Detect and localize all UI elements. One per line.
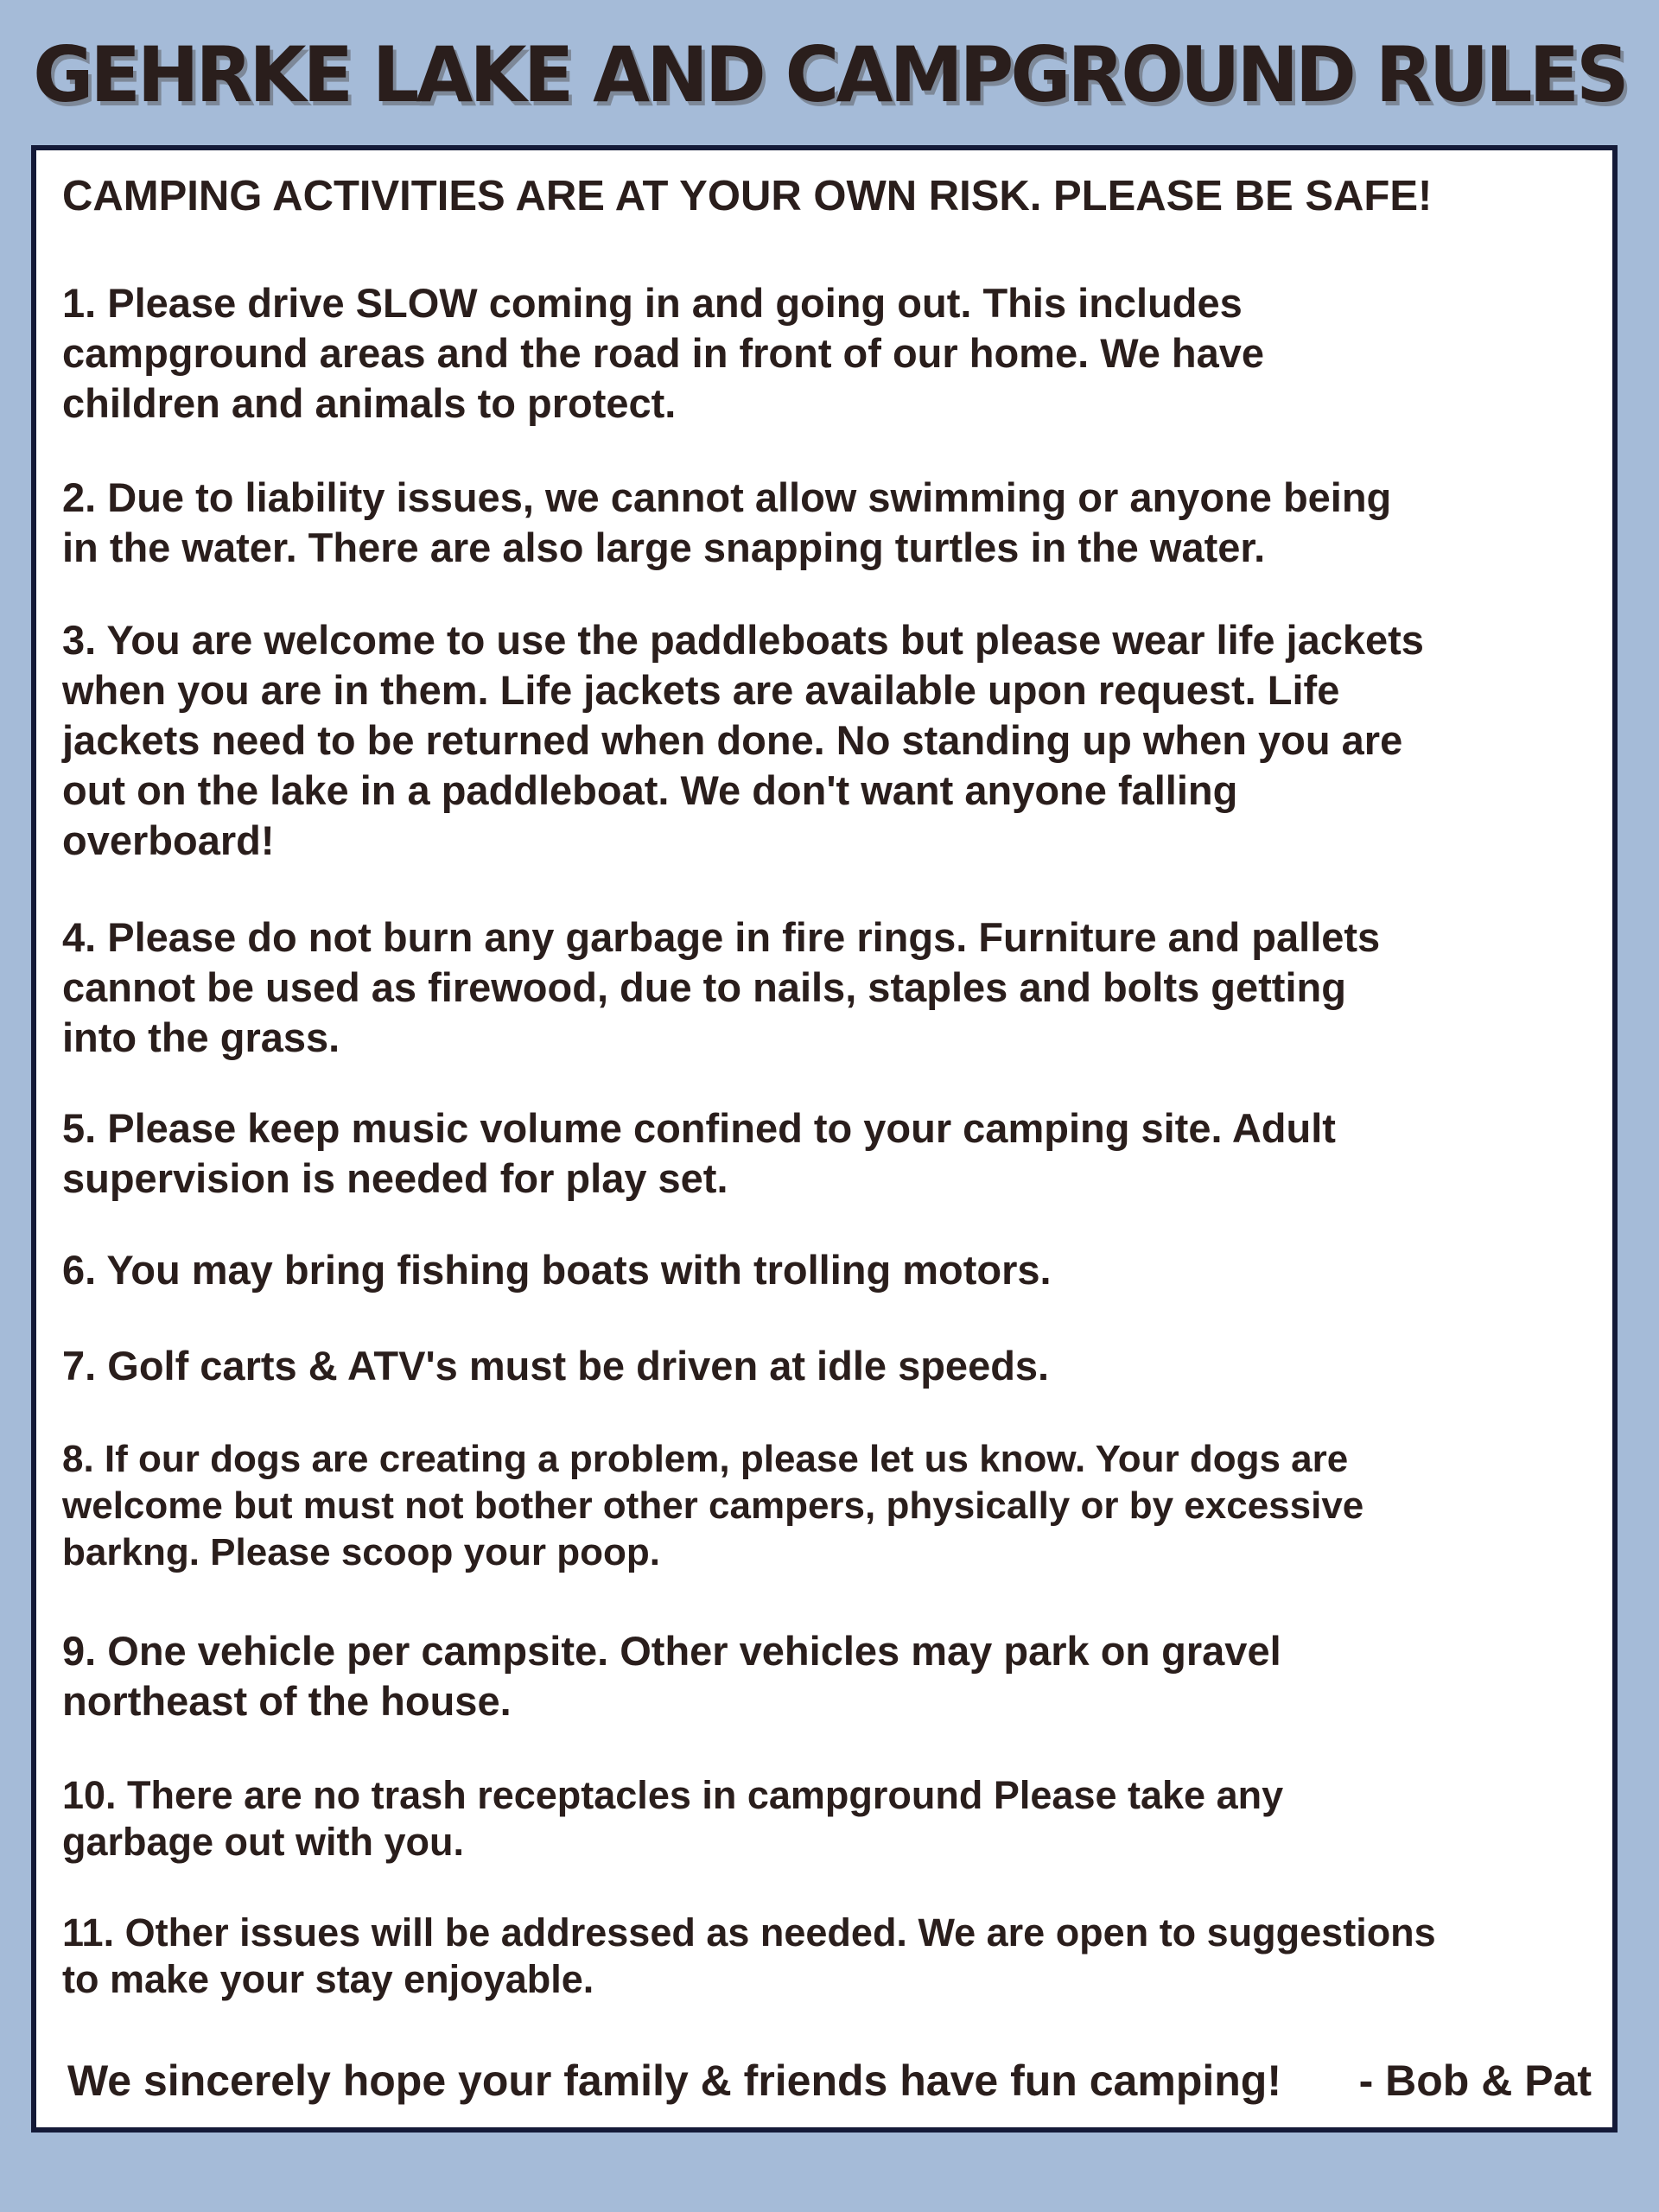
rule-1-line-1: 1. Please drive SLOW coming in and going out. This includes: [62, 280, 1243, 326]
rule-2-line-2: in the water. There are also large snapping turtles in the water.: [62, 524, 1266, 570]
rule-4-line-3: into the grass.: [62, 1014, 340, 1060]
rule-3-line-3: jackets need to be returned when done. No standing up when you are: [62, 717, 1403, 763]
rule-4-line-1: 4. Please do not burn any garbage in fire rings. Furniture and pallets: [62, 914, 1381, 960]
page-title: GEHRKE LAKE AND CAMPGROUND RULES: [33, 30, 1626, 119]
closing-line: [67, 2055, 1592, 2107]
rule-2-line-1: 2. Due to liability issues, we cannot allow swimming or anyone being: [62, 474, 1392, 520]
rule-3-line-2: when you are in them. Life jackets are available upon request. Life: [62, 667, 1340, 713]
rule-7-line-1: 7. Golf carts & ATV's must be driven at idle speeds.: [62, 1343, 1050, 1389]
rule-3-line-4: out on the lake in a paddleboat. We don't want anyone falling: [62, 767, 1238, 813]
signature: - Bob & Pat: [1358, 2056, 1592, 2105]
rule-3-line-5: overboard!: [62, 817, 275, 863]
rule-8-line-1: 8. If our dogs are creating a problem, please let us know. Your dogs are: [62, 1438, 1349, 1480]
rule-11-line-2: to make your stay enjoyable.: [62, 1957, 594, 2001]
rule-10-line-2: garbage out with you.: [62, 1820, 465, 1864]
rules-panel: [31, 145, 1618, 2133]
rule-9-line-1: 9. One vehicle per campsite. Other vehicles may park on gravel: [62, 1628, 1281, 1674]
rule-5-line-1: 5. Please keep music volume confined to your camping site. Adult: [62, 1105, 1336, 1151]
rule-4-line-2: cannot be used as firewood, due to nails, staples and bolts getting: [62, 964, 1346, 1010]
rule-10-line-1: 10. There are no trash receptacles in campground Please take any: [62, 1773, 1284, 1817]
rule-1-line-2: campground areas and the road in front of our home. We have: [62, 330, 1265, 376]
closing-message: We sincerely hope your family & friends have fun camping!: [67, 2056, 1281, 2105]
rule-8-line-3: barkng. Please scoop your poop.: [62, 1531, 660, 1573]
rule-6-line-1: 6. You may bring fishing boats with trolling motors.: [62, 1247, 1052, 1293]
intro-warning: CAMPING ACTIVITIES ARE AT YOUR OWN RISK. PLEASE BE SAFE!: [62, 173, 1433, 219]
rule-1-line-3: children and animals to protect.: [62, 380, 677, 426]
rule-5-line-2: supervision is needed for play set.: [62, 1155, 728, 1201]
rule-9-line-2: northeast of the house.: [62, 1678, 512, 1724]
rule-3-line-1: 3. You are welcome to use the paddleboats but please wear life jackets: [62, 617, 1424, 663]
rule-8-line-2: welcome but must not bother other campers, physically or by excessive: [62, 1484, 1364, 1527]
rule-11-line-1: 11. Other issues will be addressed as needed. We are open to suggestions: [62, 1910, 1436, 1955]
